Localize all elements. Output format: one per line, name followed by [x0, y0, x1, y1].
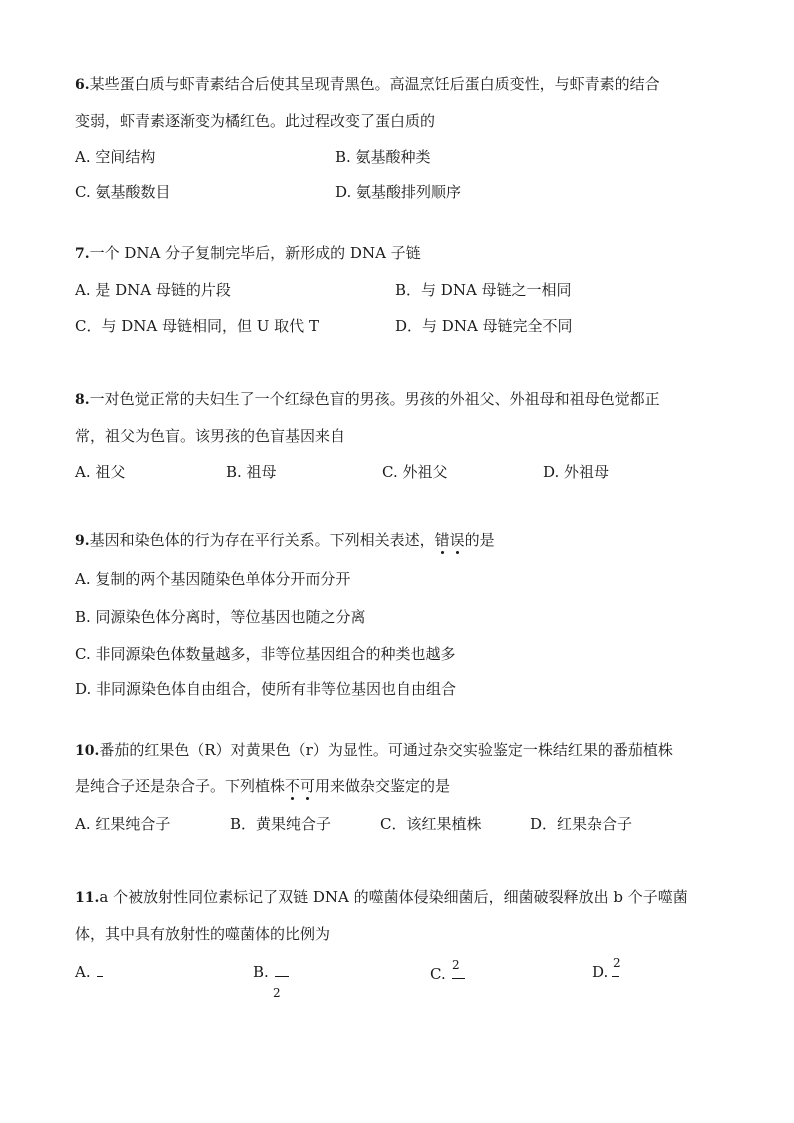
q8-stem-line2: 常，祖父为色盲。该男孩的色盲基因来自: [75, 427, 346, 445]
q9-emphasis-char1: 错: [434, 531, 450, 549]
q9-stem-line1: [75, 530, 495, 551]
q8-option-a[interactable]: A. 祖父: [75, 463, 126, 481]
q10-emphasis-char2: 可: [300, 777, 316, 795]
q8-stem-text1: 一对色觉正常的夫妇生了一个红绿色盲的男孩。男孩的外祖父、外祖母和祖母色觉都正: [89, 390, 660, 408]
q10-option-a[interactable]: A. 红果纯合子: [75, 815, 171, 833]
q11-option-c-numerator: 2: [452, 958, 460, 972]
q10-stem-text1: 番茄的红果色（R）对黄果色（r）为显性。可通过杂交实验鉴定一株结红果的番茄植株: [99, 741, 673, 759]
q6-option-d[interactable]: D. 氨基酸排列顺序: [335, 183, 462, 201]
q11-option-b-label: B.: [253, 963, 269, 981]
q11-option-d-numerator: 2: [613, 956, 621, 970]
q11-option-d[interactable]: [592, 962, 619, 982]
q9-number: 9.: [75, 533, 90, 549]
q11-option-b[interactable]: [253, 962, 289, 982]
q9-stem-text-post: 的是: [464, 531, 495, 549]
q7-number: 7.: [75, 246, 90, 262]
q10-stem-line2: [75, 776, 450, 796]
q11-option-c-label: C.: [430, 965, 446, 983]
q6-stem-line2: 变弱，虾青素逐渐变为橘红色。此过程改变了蛋白质的: [75, 112, 436, 130]
q8-number: 8.: [75, 392, 90, 408]
q7-stem-text1: 一个 DNA 分子复制完毕后，新形成的 DNA 子链: [89, 244, 421, 262]
q9-option-d[interactable]: D. 非同源染色体自由组合，使所有非等位基因也自由组合: [75, 680, 457, 698]
q10-stem-line1: [75, 740, 673, 761]
q9-option-a[interactable]: A. 复制的两个基因随染色单体分开而分开: [75, 570, 351, 588]
q6-option-a[interactable]: A. 空间结构: [75, 148, 156, 166]
q7-option-b[interactable]: B．与 DNA 母链之一相同: [395, 281, 572, 299]
q6-stem-line1: [75, 74, 660, 95]
q6-number: 6.: [75, 77, 90, 93]
q11-option-b-fraction-bar: [275, 976, 289, 977]
q10-stem-text-post: 用来做杂交鉴定的是: [315, 777, 451, 795]
q10-number: 10.: [75, 743, 100, 759]
q11-stem-line1: [75, 887, 688, 908]
q6-stem-text1: 某些蛋白质与虾青素结合后使其呈现青黑色。高温烹饪后蛋白质变性，与虾青素的结合: [89, 75, 660, 93]
q7-option-a[interactable]: A. 是 DNA 母链的片段: [75, 281, 231, 299]
q10-emphasis-char1: 不: [285, 777, 301, 795]
q11-stem-text1: a 个被放射性同位素标记了双链 DNA 的噬菌体侵染细菌后，细菌破裂释放出 b 个子噬菌: [99, 888, 688, 906]
q10-option-b[interactable]: B．黄果纯合子: [230, 815, 332, 833]
q9-stem-text-pre: 基因和染色体的行为存在平行关系。下列相关表述，: [89, 531, 435, 549]
q11-option-c-fraction-bar: [452, 978, 465, 979]
q11-number: 11.: [75, 890, 100, 906]
q6-option-b[interactable]: B. 氨基酸种类: [335, 148, 431, 166]
q9-option-c[interactable]: C. 非同源染色体数量越多，非等位基因组合的种类也越多: [75, 645, 456, 663]
q11-option-c[interactable]: [430, 964, 465, 984]
q7-option-d[interactable]: D．与 DNA 母链完全不同: [395, 317, 573, 335]
q11-option-d-fraction-bar: [612, 976, 619, 977]
q10-option-d[interactable]: D．红果杂合子: [530, 815, 633, 833]
q11-option-a[interactable]: [75, 962, 103, 982]
q7-option-c[interactable]: C．与 DNA 母链相同，但 U 取代 T: [75, 317, 319, 335]
q10-option-c[interactable]: C．该红果植株: [380, 815, 482, 833]
q9-option-b[interactable]: B. 同源染色体分离时，等位基因也随之分离: [75, 608, 366, 626]
q8-option-d[interactable]: D. 外祖母: [543, 463, 610, 481]
q11-option-a-label: A.: [75, 963, 91, 981]
q8-stem-line1: [75, 389, 660, 410]
q10-stem-text-pre: 是纯合子还是杂合子。下列植株: [75, 777, 286, 795]
q8-option-b[interactable]: B. 祖母: [226, 463, 277, 481]
q11-stem-line2: 体，其中具有放射性的噬菌体的比例为: [75, 925, 331, 943]
q9-emphasis-char2: 误: [449, 531, 465, 549]
q6-option-c[interactable]: C. 氨基酸数目: [75, 183, 171, 201]
q11-option-d-label: D.: [592, 963, 609, 981]
q8-option-c[interactable]: C. 外祖父: [382, 463, 448, 481]
q7-stem-line1: [75, 243, 421, 264]
q11-option-a-fraction-bar: [97, 976, 103, 977]
q11-option-b-denominator: 2: [273, 986, 281, 1000]
